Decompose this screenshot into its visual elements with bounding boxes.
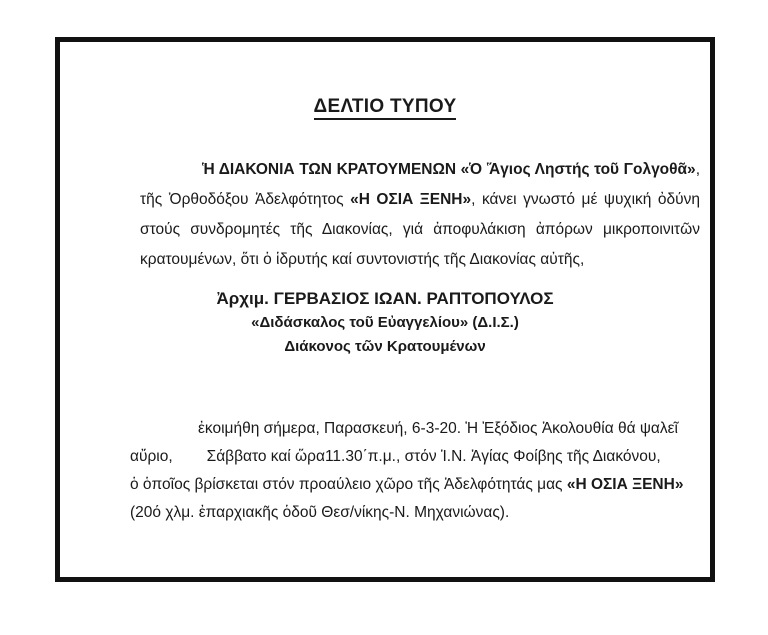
- fraternity-name: «Η ΟΣΙΑ ΞΕΝΗ»: [350, 191, 472, 208]
- announcement-line-2: αὔριο, Σάββατο καί ὥρα11.30΄π.μ., στόν Ἱ.Ν. Ἁγίας Φοίβης τῆς Διακόνου,: [130, 448, 661, 465]
- document-title: ΔΕΛΤΙΟ ΤΥΠΟΥ: [60, 96, 710, 118]
- announcement-line-3: ὁ ὁποῖος βρίσκεται στόν προαύλειο χῶρο τῆς Ἀδελφότητάς μας «Η ΟΣΙΑ ΞΕΝΗ»: [130, 476, 684, 493]
- fraternity-name-repeat: «Η ΟΣΙΑ ΞΕΝΗ»: [566, 476, 684, 493]
- announcement-paragraph: [130, 415, 705, 527]
- press-release-frame: [55, 37, 715, 582]
- announcement-line-1: ἐκοιμήθη σήμερα, Παρασκευή, 6-3-20. Ἡ Ἐξόδιος Ἀκολουθία θά ψαλεῖ: [198, 420, 678, 437]
- announcement-line-4: (20ό χλμ. ἐπαρχιακῆς ὁδοῦ Θεσ/νίκης-Ν. Μηχανιώνας).: [130, 504, 510, 521]
- person-title: «Διδάσκαλος τοῦ Εὐαγγελίου» (Δ.Ι.Σ.): [251, 314, 519, 331]
- person-name: Ἀρχιμ. ΓΕΡΒΑΣΙΟΣ ΙΩΑΝ. ΡΑΠΤΟΠΟΥΛΟΣ: [216, 289, 554, 308]
- person-role: Διάκονος τῶν Κρατουμένων: [284, 338, 486, 355]
- intro-paragraph: Ἡ ΔΙΑΚΟΝΙΑ ΤΩΝ ΚΡΑΤΟΥΜΕΝΩΝ «Ὁ Ἅγιος Ληστής τοῦ Γολγοθᾶ», τῆς Ὀρθοδόξου Ἀδελφότητος «Η ΟΣΙΑ ΞΕΝΗ», κάνει γνωστό μέ ψυχική ὀδύνη στούς συνδρομητές τῆς Διακονίας, γιά ἀποφυλάκιση ἀπόρων μικροποινιτῶν κρατουμένων, ὅτι ὁ ἱδρυτής καί συντονιστής τῆς Διακονίας αὐτῆς,: [140, 161, 700, 268]
- organization-name: Ἡ ΔΙΑΚΟΝΙΑ ΤΩΝ ΚΡΑΤΟΥΜΕΝΩΝ «Ὁ Ἅγιος Ληστής τοῦ Γολγοθᾶ»: [202, 161, 696, 178]
- person-block: [60, 287, 710, 359]
